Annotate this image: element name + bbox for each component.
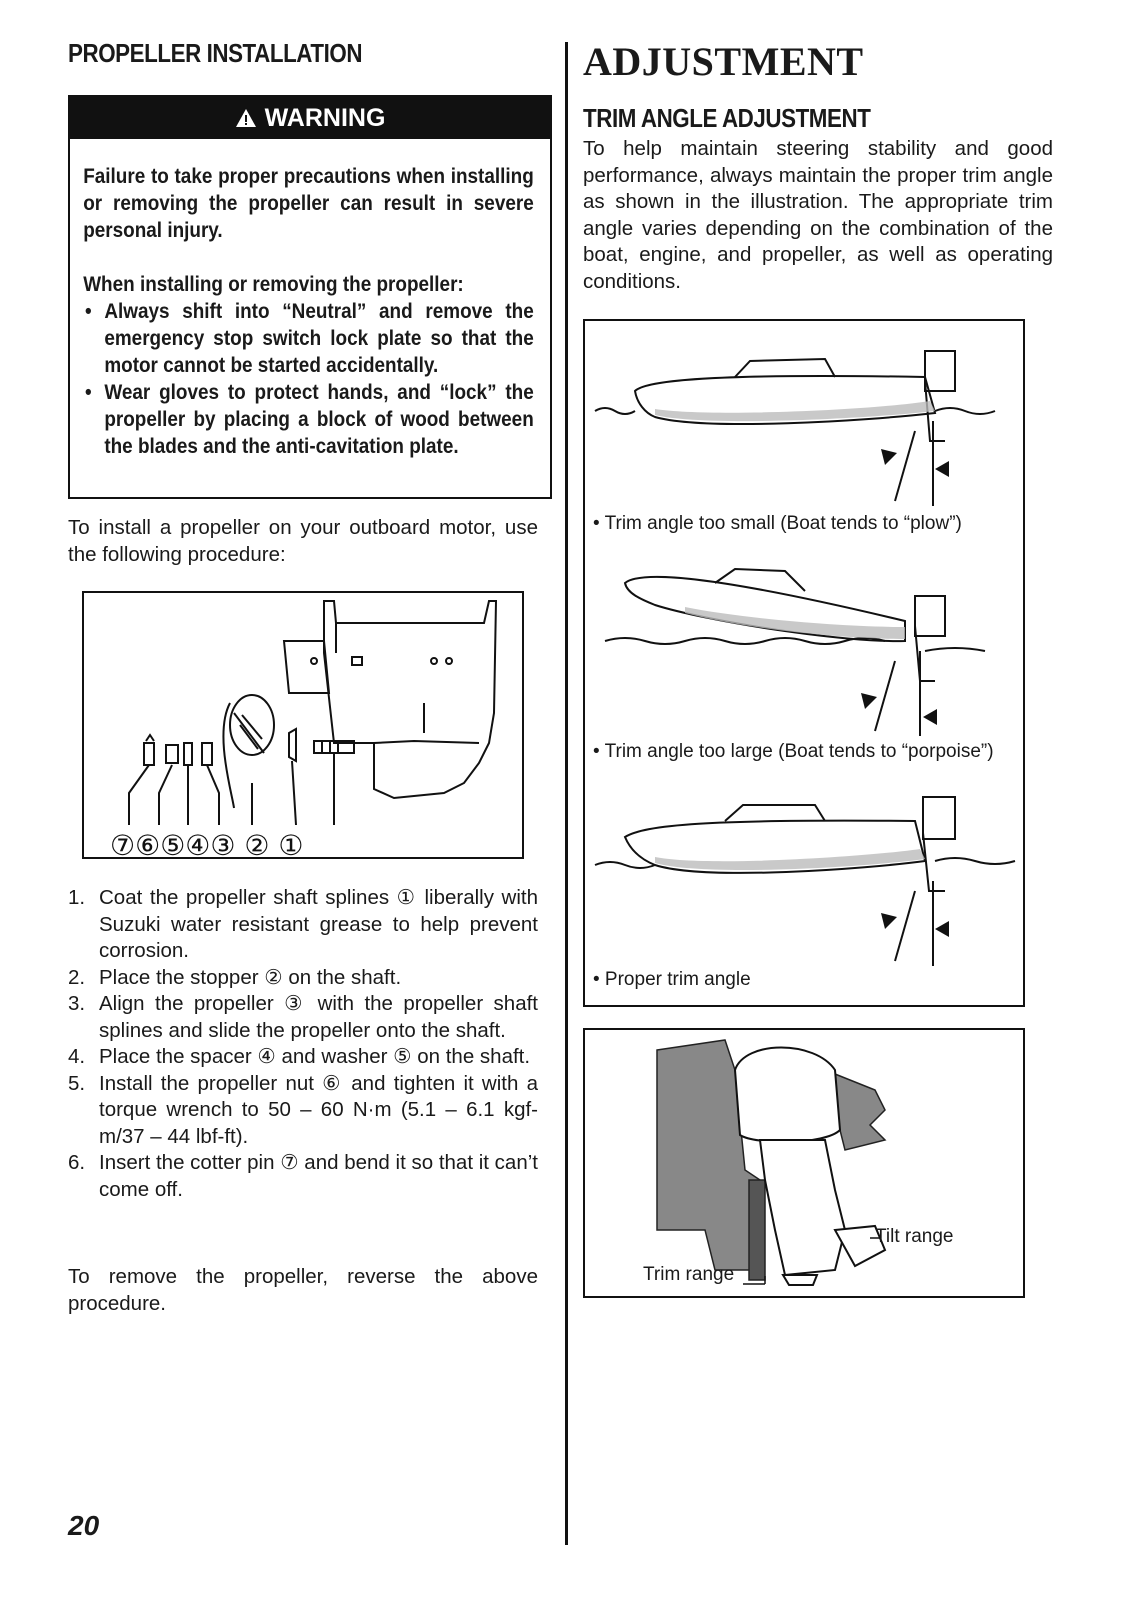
step-number: 4. xyxy=(68,1045,86,1068)
trim-paragraph: To help maintain steering stability and good performance, always maintain the proper trim angle as shown in the illustration. The appropriate trim angle varies depending on the combination of the boat, engine, and propeller, as well as operating conditions. xyxy=(583,137,1053,293)
page-number: 20 xyxy=(68,1510,100,1541)
trim-boats-illustration xyxy=(585,321,1023,1005)
warning-bullet: • Wear gloves to protect hands, and “lock” the propeller by placing a block of wood between the blades and the anti-cavitation plate. xyxy=(83,379,534,460)
step-text: Insert the cotter pin ⑦ and bend it so that it can’t come off. xyxy=(99,1151,538,1201)
warning-bullet-list xyxy=(83,298,534,460)
step-text: Place the stopper ② on the shaft. xyxy=(99,965,402,989)
section-title-trim: TRIM ANGLE ADJUSTMENT xyxy=(583,103,871,133)
procedure-step xyxy=(68,1071,538,1151)
propeller-exploded-figure xyxy=(82,591,524,859)
column-divider xyxy=(565,42,568,1545)
procedure-steps xyxy=(68,885,538,1203)
step-text: Coat the propeller shaft splines ① liberally with Suzuki water resistant grease to help prevent corrosion. xyxy=(99,886,538,962)
intro-paragraph: To install a propeller on your outboard motor, use the following procedure: xyxy=(68,516,538,566)
outro-paragraph: To remove the propeller, reverse the above procedure. xyxy=(68,1265,538,1315)
outboard-motor-illustration xyxy=(585,1030,1023,1296)
warning-label: WARNING xyxy=(264,103,386,132)
procedure-step xyxy=(68,991,538,1044)
warning-icon xyxy=(235,108,257,128)
warning-bullet: • Always shift into “Neutral” and remove the emergency stop switch lock plate so that the motor cannot be started accidentally. xyxy=(83,298,534,379)
caption-too-large: • Trim angle too large (Boat tends to “porpoise”) xyxy=(593,741,994,762)
step-text: Place the spacer ④ and washer ⑤ on the shaft. xyxy=(99,1045,531,1068)
warning-body xyxy=(70,139,548,460)
procedure-step xyxy=(68,965,538,992)
step-number: 6. xyxy=(68,1151,86,1174)
tilt-trim-figure xyxy=(583,1028,1025,1298)
step-text: Install the propeller nut ⑥ and tighten it with a torque wrench to 50 – 60 N·m (5.1 – 6.1 kgf-m/37 – 44 lbf-ft). xyxy=(99,1071,538,1148)
warning-box xyxy=(68,95,552,499)
tilt-range-label: Tilt range xyxy=(875,1226,954,1247)
part-number-labels: ⑦⑥⑤④③ ② ① xyxy=(110,829,304,857)
warning-header xyxy=(70,97,550,139)
left-column xyxy=(68,38,552,1315)
step-text: Align the propeller ③ with the propeller shaft splines and slide the propeller onto the shaft. xyxy=(99,992,538,1042)
propeller-illustration xyxy=(84,593,522,857)
right-column xyxy=(583,38,1065,1285)
step-number: 1. xyxy=(68,886,86,909)
warning-intro: Failure to take proper precautions when installing or removing the propeller can result in severe personal injury. xyxy=(83,164,534,242)
caption-proper: • Proper trim angle xyxy=(593,969,751,990)
procedure-step xyxy=(68,1150,538,1203)
step-number: 5. xyxy=(68,1071,86,1095)
trim-range-label: Trim range xyxy=(643,1264,735,1285)
caption-too-small: • Trim angle too small (Boat tends to “plow”) xyxy=(593,513,962,534)
step-number: 2. xyxy=(68,965,86,989)
step-number: 3. xyxy=(68,992,86,1015)
chapter-title: ADJUSTMENT xyxy=(583,39,864,84)
section-title-propeller: PROPELLER INSTALLATION xyxy=(68,38,363,68)
warning-subheading: When installing or removing the propeller: xyxy=(83,272,464,296)
procedure-step xyxy=(68,885,538,965)
procedure-step xyxy=(68,1044,538,1071)
trim-angle-figure xyxy=(583,319,1025,1007)
